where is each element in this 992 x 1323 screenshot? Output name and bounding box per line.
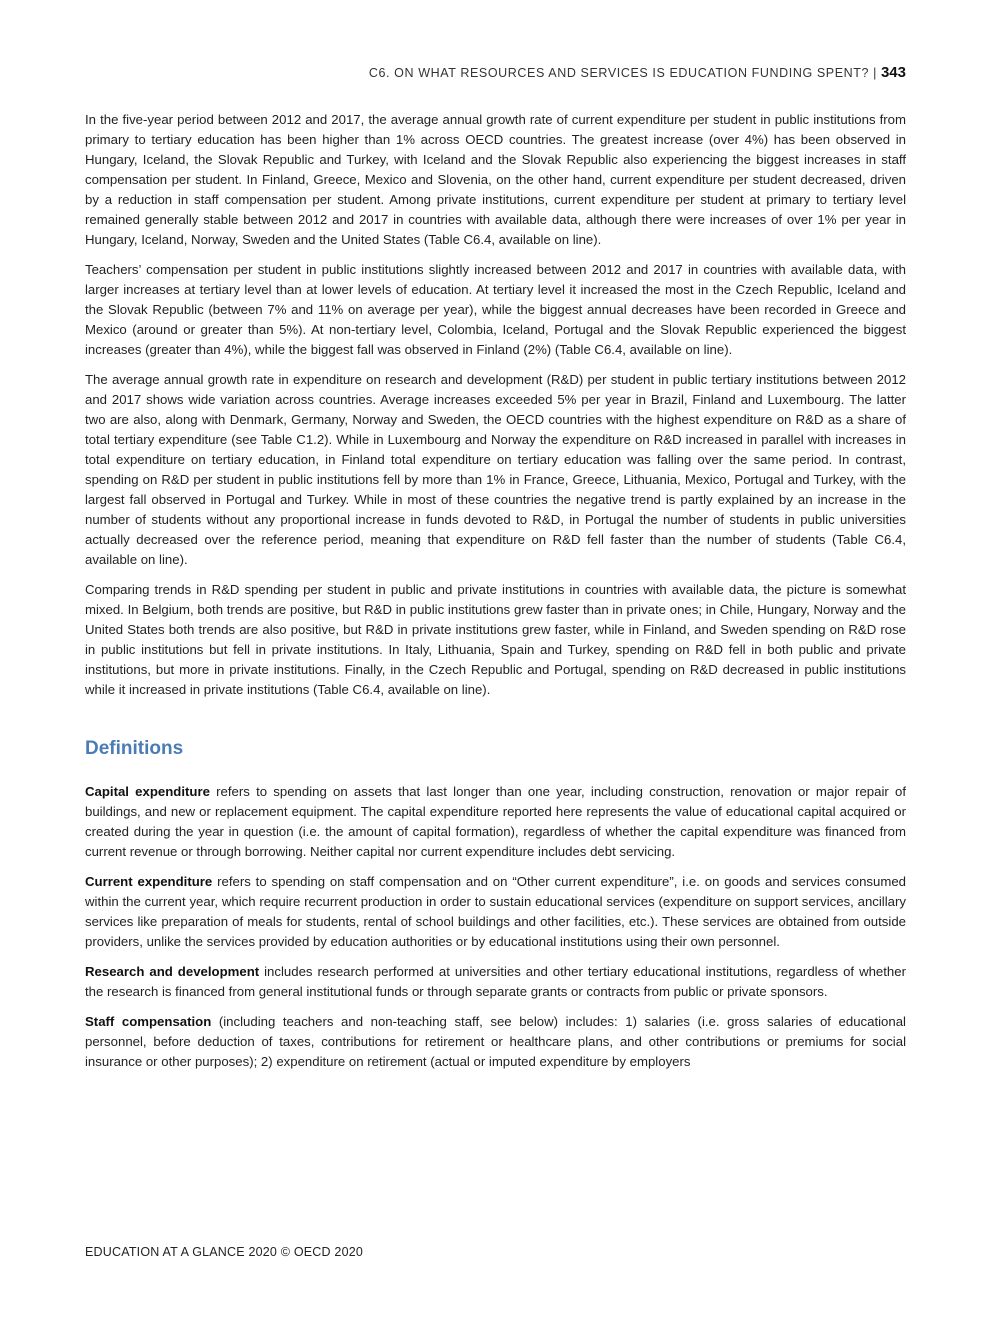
main-content — [85, 110, 906, 1082]
definition-term: Capital expenditure — [85, 784, 210, 799]
definition-text: refers to spending on staff compensation and on “Other current expenditure”, i.e. on goods and services consumed within the current year, which require recurrent production in order to sustain educational services (expenditure on support services, ancillary services like preparation of meals for students, rental of school buildings and other facilities, etc.). These services are obtained from outside providers, unlike the services provided by education authorities or by educational institutions using their own personnel. — [85, 874, 906, 949]
definition-term: Current expenditure — [85, 874, 213, 889]
running-header — [369, 64, 906, 81]
definition-text: (including teachers and non-teaching staff, see below) includes: 1) salaries (i.e. gross salaries of educational personnel, before deduction of taxes, contributions for retirement or healthcare plans, and other contributions or premiums for social insurance or other purposes); 2) expenditure on retirement (actual or imputed expenditure by employers — [85, 1014, 906, 1069]
definition-research-and-development — [85, 962, 906, 1002]
header-separator: | — [873, 66, 877, 80]
definition-text: includes research performed at universities and other tertiary educational institutions, regardless of whether the research is financed from general institutional funds or through separate grants or contracts from public or private sponsors. — [85, 964, 906, 999]
page-number: 343 — [880, 64, 906, 81]
definitions-heading: Definitions — [85, 738, 184, 759]
body-paragraph: The average annual growth rate in expenditure on research and development (R&D) per student in public tertiary institutions between 2012 and 2017 shows wide variation across countries. Average increases exceeded 5% per year in Brazil, Finland and Luxembourg. The latter two are also, along with Denmark, Germany, Norway and Sweden, the OECD countries with the highest expenditure on R&D as a share of total tertiary expenditure (see Table C1.2). While in Luxembourg and Norway the expenditure on R&D increased in parallel with increases in total expenditure on tertiary education, in Finland total expenditure on tertiary education was falling over the same period. In contrast, spending on R&D per student in public institutions fell by more than 1% in France, Greece, Lithuania, Mexico, Portugal and Turkey, with the largest fall observed in Portugal and Turkey. While in most of these countries the negative trend is partly explained by an increase in the number of students without any proportional increase in funds devoted to R&D, in Portugal the number of students in public universities actually decreased over the reference period, meaning that expenditure on R&D fell faster than the number of students (Table C6.4, available on line). — [85, 372, 906, 567]
page-footer: EDUCATION AT A GLANCE 2020 © OECD 2020 — [85, 1245, 364, 1259]
body-paragraph: In the five-year period between 2012 and 2017, the average annual growth rate of current expenditure per student in public institutions from primary to tertiary education has been higher than 1% across OECD countries. The greatest increase (over 4%) has been observed in Hungary, Iceland, the Slovak Republic and Turkey, with Iceland and the Slovak Republic also experiencing the biggest increases in staff compensation per student. In Finland, Greece, Mexico and Slovenia, on the other hand, current expenditure per student decreased, driven by a reduction in staff compensation per student. Among private institutions, current expenditure per student at primary to tertiary level remained generally stable between 2012 and 2017 in countries with available data, although there were increases of over 1% per year in Hungary, Iceland, Norway, Sweden and the United States (Table C6.4, available on line). — [85, 112, 906, 247]
body-paragraph: Teachers’ compensation per student in public institutions slightly increased between 2012 and 2017 in countries with available data, with larger increases at tertiary level than at lower levels of education. At tertiary level it increased the most in the Czech Republic, Iceland and the Slovak Republic (between 7% and 11% on average per year), while the biggest annual decreases have been recorded in Greece and Mexico (around or greater than 5%). At non-tertiary level, Colombia, Iceland, Portugal and the Slovak Republic experienced the biggest increases (greater than 4%), while the biggest fall was observed in Finland (2%) (Table C6.4, available on line). — [85, 262, 906, 357]
definition-capital-expenditure — [85, 782, 906, 862]
definition-text: refers to spending on assets that last longer than one year, including construction, renovation or major repair of buildings, and new or replacement equipment. The capital expenditure reported here represents the value of educational capital acquired or created during the year in question (i.e. the amount of capital formation), regardless of whether the capital expenditure was financed from current revenue or through borrowing. Neither capital nor current expenditure includes debt servicing. — [85, 784, 906, 859]
definition-term: Research and development — [85, 964, 260, 979]
definition-term: Staff compensation — [85, 1014, 212, 1029]
chapter-title: C6. ON WHAT RESOURCES AND SERVICES IS EDUCATION FUNDING SPENT? — [368, 66, 870, 80]
definition-staff-compensation — [85, 1012, 906, 1072]
definition-current-expenditure — [85, 872, 906, 952]
body-paragraph: Comparing trends in R&D spending per student in public and private institutions in countries with available data, the picture is somewhat mixed. In Belgium, both trends are positive, but R&D in public institutions grew faster than in private ones; in Chile, Hungary, Norway and the United States both trends are also positive, but R&D in private institutions grew faster, while in Finland, and Sweden spending on R&D rose in public institutions but fell in private institutions. In Italy, Lithuania, Spain and Turkey, spending on R&D fell in both public and private institutions, but more in private institutions. Finally, in the Czech Republic and Portugal, spending on R&D decreased in public institutions while it increased in private institutions (Table C6.4, available on line). — [85, 582, 906, 697]
